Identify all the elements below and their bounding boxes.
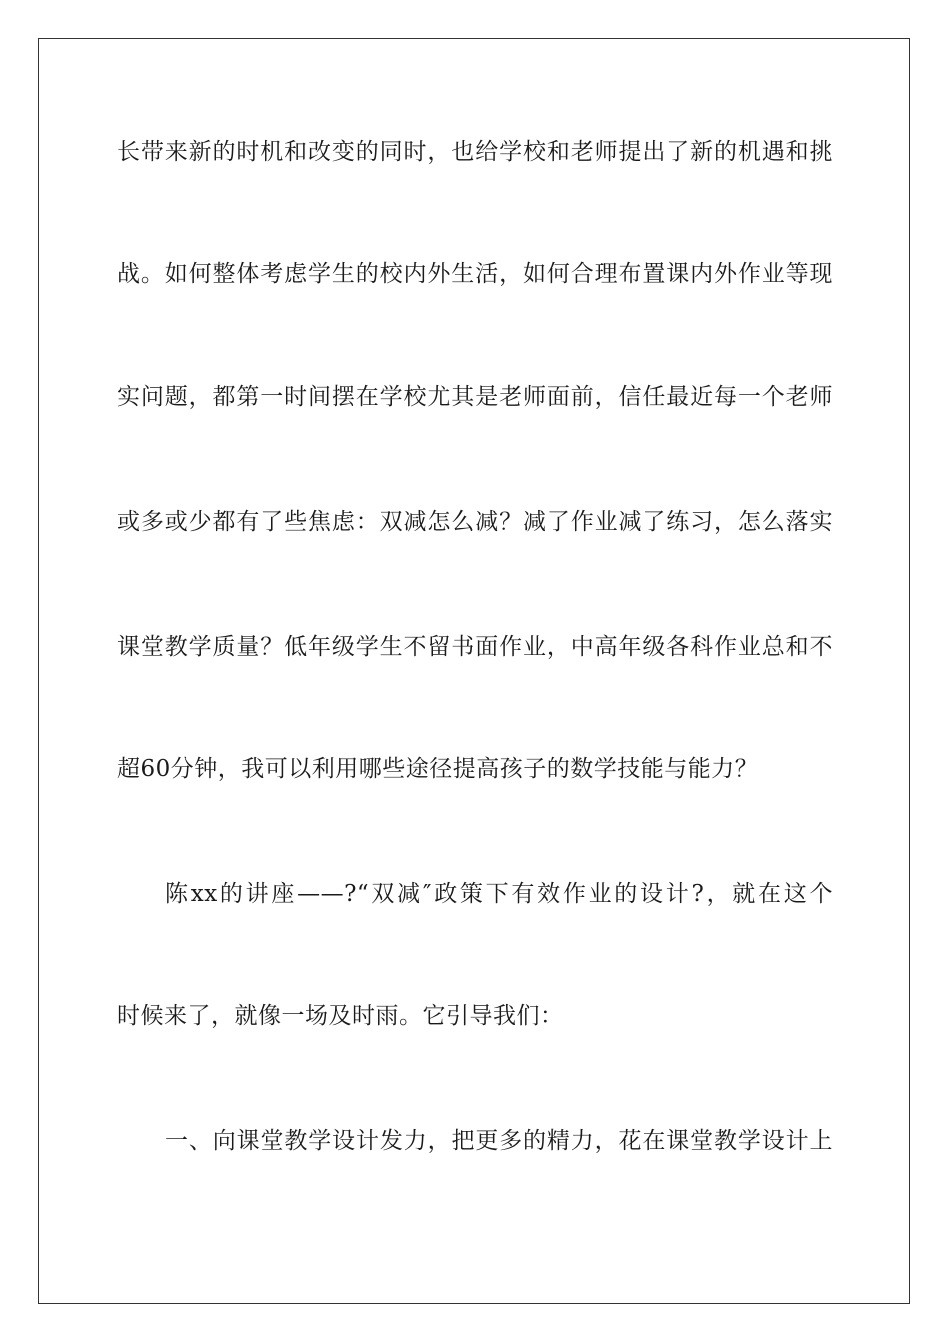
body-text-line: 时候来了，就像一场及时雨。它引导我们： (117, 1003, 564, 1029)
body-text-line: 课堂教学质量？低年级学生不留书面作业，中高年级各科作业总和不 (117, 634, 833, 660)
body-text-line: 或多或少都有了些焦虑：双减怎么减？减了作业减了练习，怎么落实 (117, 509, 833, 535)
body-text-line: 战。如何整体考虑学生的校内外生活，如何合理布置课内外作业等现 (117, 261, 833, 287)
page-border (38, 38, 910, 1304)
body-text-line: 长带来新的时机和改变的同时，也给学校和老师提出了新的机遇和挑 (117, 139, 833, 165)
body-text-line: 超60分钟，我可以利用哪些途径提高孩子的数学技能与能力？ (117, 756, 759, 782)
section-heading-line: 一、向课堂教学设计发力，把更多的精力，花在课堂教学设计上 (165, 1128, 833, 1154)
body-text-line: 实问题，都第一时间摆在学校尤其是老师面前，信任最近每一个老师 (117, 384, 833, 410)
paragraph-start-line: 陈xx的讲座——?“双减″政策下有效作业的设计?，就在这个 (165, 881, 833, 907)
